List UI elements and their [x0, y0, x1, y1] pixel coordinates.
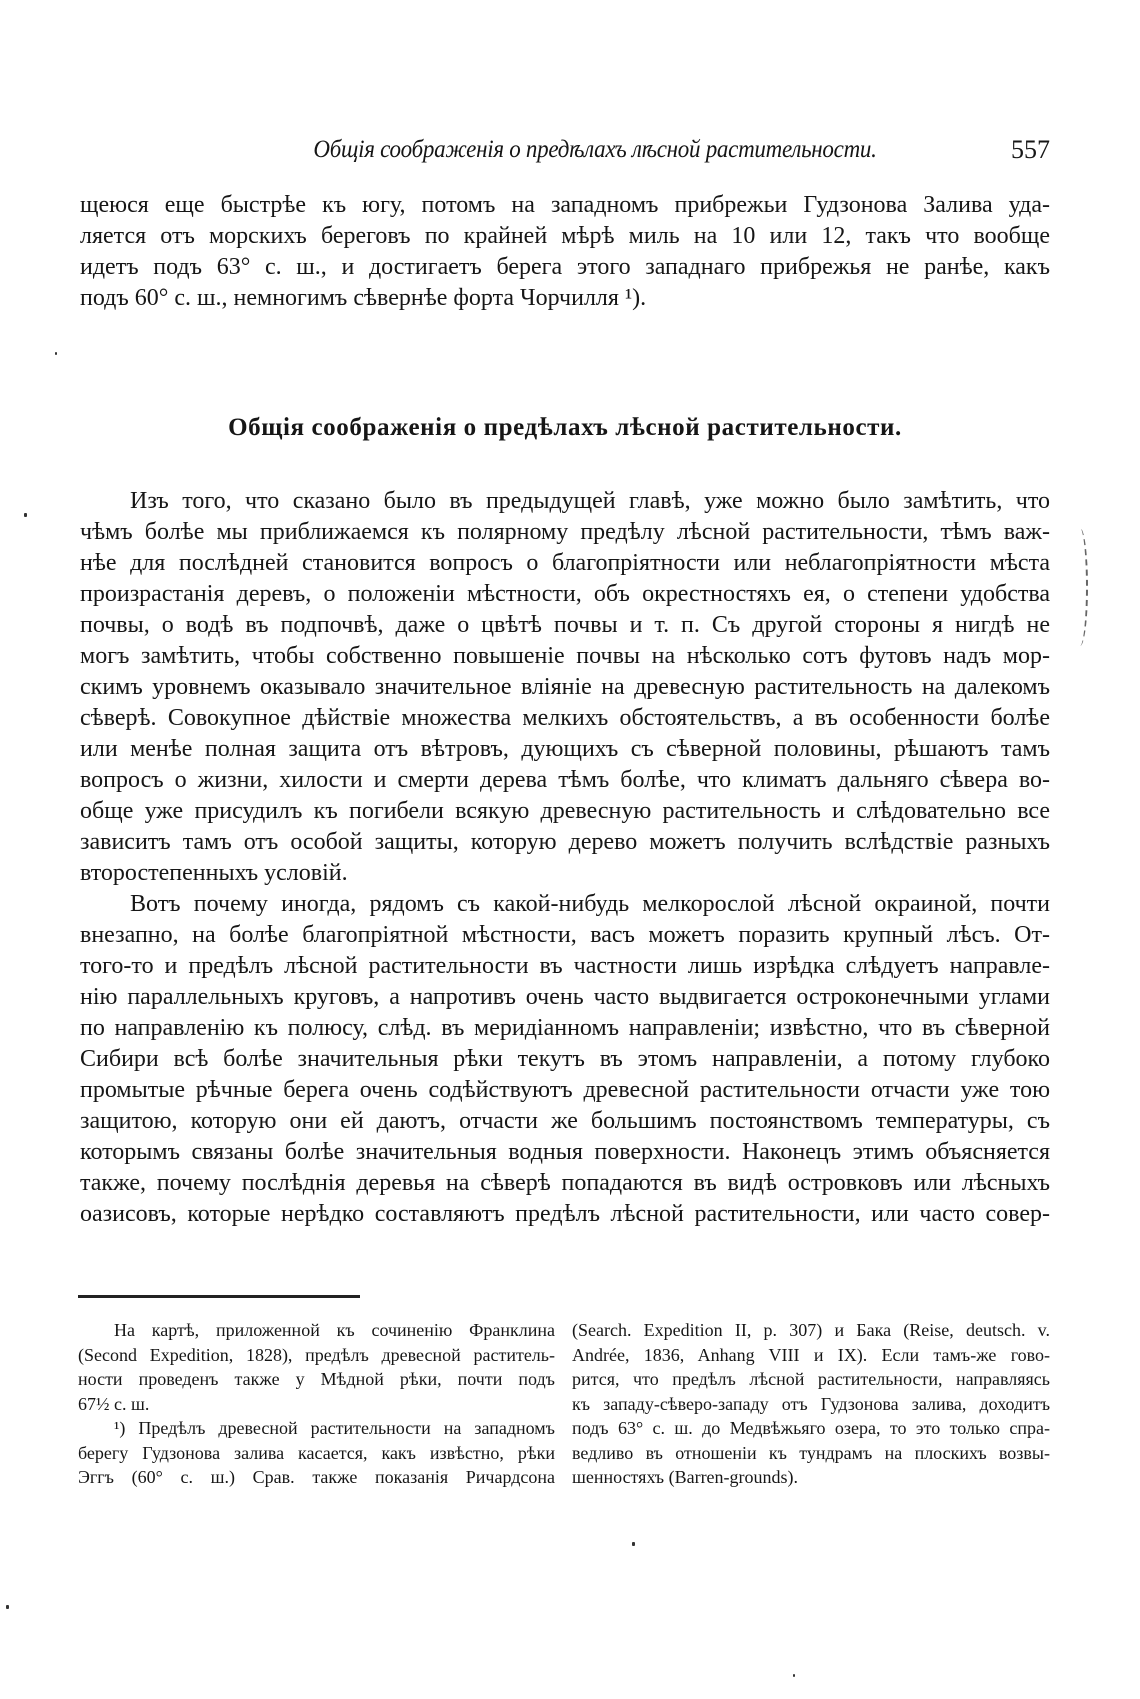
footnote-line: (Search. Expedition II, p. 307) и Бака (Reise, deutsch. v.: [572, 1320, 1050, 1340]
text-line: оазисовъ, которые нерѣдко составляютъ предѣлъ лѣсной растительности, или часто совер-: [80, 1201, 1050, 1227]
text-line: Изъ того, что сказано было въ предыдущей главѣ, уже можно было замѣтить, что: [130, 488, 1050, 514]
text-line: почвы, о водѣ въ подпочвѣ, даже о цвѣтѣ почвы и т. п. Съ другой стороны я нигдѣ не: [80, 612, 1050, 638]
text-line: защитою, которую они ей даютъ, отчасти же большимъ постоянствомъ температуры, съ: [80, 1108, 1050, 1134]
scan-speck: [24, 513, 27, 517]
continued-paragraph: [80, 190, 1050, 314]
section-heading: Общія соображенія о предѣлахъ лѣсной растительности.: [228, 414, 902, 441]
text-line: могъ замѣтить, чтобы собственно повышеніе почвы на нѣсколько сотъ футовъ надъ мор-: [80, 643, 1050, 669]
footnote-line: рится, что предѣлъ лѣсной растительности, направляясь: [572, 1369, 1050, 1389]
scan-speck: [632, 1542, 635, 1546]
footnote-line: подъ 63° с. ш. до Медвѣжьяго озера, то это только спра-: [572, 1418, 1050, 1438]
text-line: идетъ подъ 63° с. ш., и достигаетъ берега этого западнаго прибрежья не ранѣе, какъ: [80, 254, 1050, 280]
text-line: произрастанія деревъ, о положеніи мѣстности, объ окрестностяхъ ея, о степени удобства: [80, 581, 1050, 607]
running-head-title: Общія соображенія о предѣлахъ лѣсной растительности.: [313, 136, 877, 163]
footnote-line: ности проведенъ также у Мѣдной рѣки, почти подъ: [78, 1369, 555, 1389]
text-line: или менѣе полная защита отъ вѣтровъ, дующихъ съ сѣверной половины, рѣшаютъ тамъ: [80, 736, 1050, 762]
footnote-line: къ западу-сѣверо-западу отъ Гудзонова залива, доходитъ: [572, 1393, 1050, 1414]
text-line: второстепенныхъ условій.: [80, 860, 348, 886]
footnote-line: 67½ с. ш.: [78, 1393, 150, 1414]
text-line: по направленію къ полюсу, слѣд. въ меридіанномъ направленіи; извѣстно, что въ сѣверной: [80, 1015, 1050, 1041]
text-line: Сибири всѣ болѣе значительныя рѣки текутъ въ этомъ направленіи, а потому глубоко: [80, 1046, 1050, 1072]
scan-speck: [55, 352, 57, 355]
page-number: 557: [1011, 135, 1050, 164]
footnote-line: Эггъ (60° с. ш.) Срав. также показанія Ричардсона: [78, 1467, 555, 1487]
text-line: внезапно, на болѣе благопріятной мѣстности, васъ можетъ поразить крупный лѣсъ. От-: [80, 922, 1050, 948]
text-line: чѣмъ болѣе мы приближаемся къ полярному предѣлу лѣсной растительности, тѣмъ важ-: [80, 519, 1050, 545]
footnotes-right-column: [572, 1318, 1050, 1490]
text-line: нію параллельныхъ круговъ, а напротивъ очень часто выдвигается остроконечными углами: [80, 984, 1050, 1010]
footnotes-left-column: [78, 1318, 555, 1490]
footnote-line: Andrée, 1836, Anhang VIII и IX). Если тамъ-же гово-: [572, 1344, 1050, 1365]
footnote-line: берегу Гудзонова залива касается, какъ извѣстно, рѣки: [78, 1442, 555, 1463]
footnote-line: (Second Expedition, 1828), предѣлъ древесной раститель-: [78, 1344, 555, 1365]
paragraph-1: [80, 486, 1050, 889]
text-line: скимъ уровнемъ оказывало значительное вліяніе на древесную растительность на далекомъ: [80, 674, 1050, 700]
text-line: сѣверѣ. Совокупное дѣйствіе множества мелкихъ обстоятельствъ, а въ особенности болѣе: [80, 705, 1050, 731]
footnote-line: ведливо въ отношеніи къ тундрамъ на плоскихъ возвы-: [572, 1442, 1050, 1463]
footnote-line: На картѣ, приложенной къ сочиненію Франклина: [114, 1320, 555, 1340]
text-line: также, почему послѣднія деревья на сѣверѣ попадаются въ видѣ островковъ или лѣсныхъ: [80, 1170, 1050, 1196]
footnote-divider: [78, 1295, 360, 1298]
text-line: обще уже присудилъ къ погибели всякую древесную растительность и слѣдовательно все: [80, 798, 1050, 824]
text-line: промытые рѣчные берега очень содѣйствуютъ древесной растительности отчасти уже тою: [80, 1077, 1050, 1103]
running-head: [80, 130, 1050, 170]
scan-speck: [793, 1674, 795, 1677]
text-line: ляется отъ морскихъ береговъ по крайней мѣрѣ миль на 10 или 12, такъ что вообще: [80, 223, 1050, 249]
text-line: щеюся еще быстрѣе къ югу, потомъ на западномъ прибрежьи Гудзонова Залива уда-: [80, 192, 1050, 218]
scan-speck: [6, 1605, 9, 1609]
text-line: зависитъ тамъ отъ особой защиты, которую дерево можетъ получить вслѣдствіе разныхъ: [80, 829, 1050, 855]
text-line: Вотъ почему иногда, рядомъ съ какой-нибудь мелкорослой лѣсной окраиной, почти: [130, 891, 1050, 917]
text-line: вопросъ о жизни, хилости и смерти дерева тѣмъ болѣе, что климатъ дальняго сѣвера во-: [80, 767, 1050, 793]
text-line: нѣе для послѣдней становится вопросъ о благопріятности или неблагопріятности мѣста: [80, 550, 1050, 576]
text-line: которымъ связаны болѣе значительныя водныя поверхности. Наконецъ этимъ объясняется: [80, 1139, 1050, 1165]
pencil-margin-bracket: [1072, 528, 1088, 646]
text-line: подъ 60° с. ш., немногимъ сѣвернѣе форта Чорчилля ¹).: [80, 285, 647, 311]
footnote-line: шенностяхъ (Barren-grounds).: [572, 1467, 799, 1487]
text-line: того-то и предѣлъ лѣсной растительности въ частности лишь изрѣдка слѣдуетъ направле-: [80, 953, 1050, 979]
paragraph-2: [80, 889, 1050, 1230]
footnote-line: ¹) Предѣлъ древесной растительности на западномъ: [114, 1418, 555, 1438]
